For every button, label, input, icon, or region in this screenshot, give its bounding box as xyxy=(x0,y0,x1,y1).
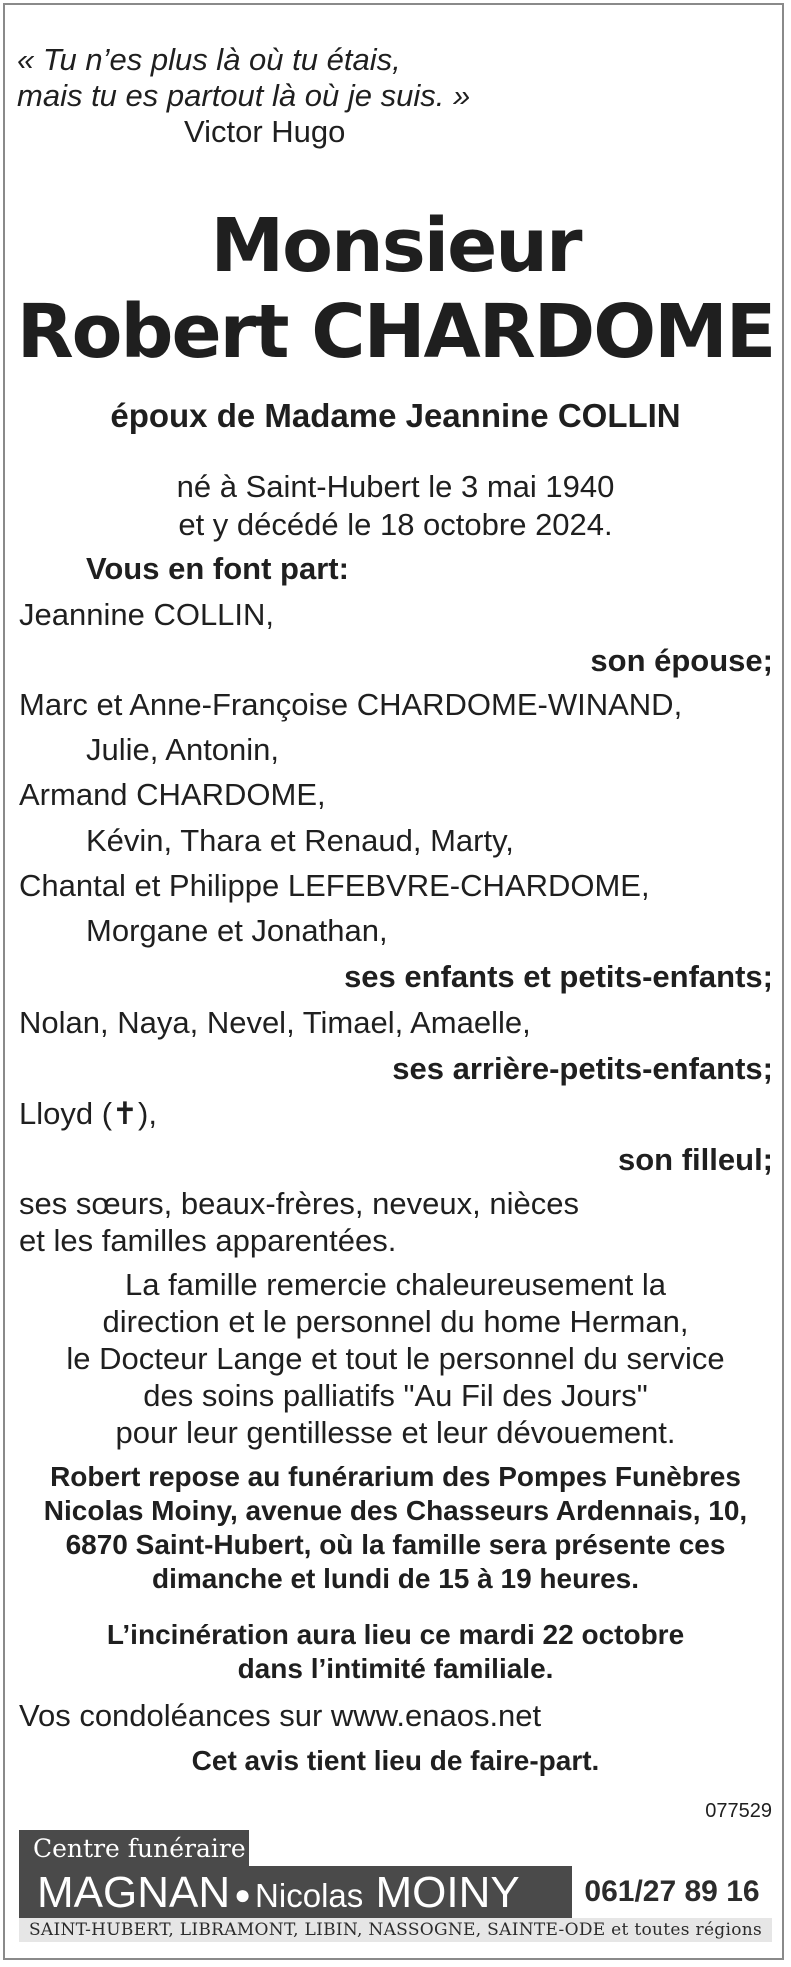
phone-number: 061/27 89 16 xyxy=(572,1866,772,1918)
deceased-title: Monsieur xyxy=(210,203,581,289)
family-line: Lloyd (✝), xyxy=(19,1096,157,1131)
family-line: ses sœurs, beaux-frères, neveux, nièces xyxy=(19,1186,579,1221)
family-role: ses arrière-petits-enfants; xyxy=(392,1051,773,1086)
repose-line: 6870 Saint-Hubert, où la famille sera présente ces xyxy=(65,1529,726,1560)
thanks-paragraph xyxy=(0,1266,791,1451)
family-role: son filleul; xyxy=(618,1142,773,1177)
family-line: Jeannine COLLIN, xyxy=(19,597,275,632)
thanks-line: La famille remercie chaleureusement la xyxy=(124,1267,667,1302)
brand-name-left: MAGNAN xyxy=(37,1868,231,1917)
family-role: son épouse; xyxy=(590,643,773,678)
funeral-home-banner xyxy=(19,1830,772,1942)
brand-name-right: MOINY xyxy=(375,1868,520,1917)
birth-line: né à Saint-Hubert le 3 mai 1940 xyxy=(176,469,615,504)
repose-line: Robert repose au funérarium des Pompes Funèbres xyxy=(50,1461,741,1492)
family-line: et les familles apparentées. xyxy=(19,1223,397,1258)
repose-paragraph xyxy=(0,1460,791,1596)
bullet-icon: ● xyxy=(234,1879,252,1911)
spouse-line: époux de Madame Jeannine COLLIN xyxy=(110,397,681,434)
family-line: Nolan, Naya, Nevel, Timael, Amaelle, xyxy=(19,1005,531,1040)
announce-heading: Vous en font part: xyxy=(86,551,349,586)
family-line: Marc et Anne-Françoise CHARDOME-WINAND, xyxy=(19,687,683,722)
banner-main xyxy=(19,1866,772,1918)
cremation-line: dans l’intimité familiale. xyxy=(237,1653,554,1684)
birth-death-info xyxy=(0,468,791,544)
locations-line: SAINT-HUBERT, LIBRAMONT, LIBIN, NASSOGNE, SAINTE-ODE et toutes régions xyxy=(19,1918,772,1942)
banner-top xyxy=(19,1830,772,1866)
family-line: Kévin, Thara et Renaud, Marty, xyxy=(86,823,514,858)
brand-logo xyxy=(37,1866,520,1923)
family-line: Morgane et Jonathan, xyxy=(86,913,388,948)
thanks-line: des soins palliatifs "Au Fil des Jours" xyxy=(143,1378,648,1413)
death-line: et y décédé le 18 octobre 2024. xyxy=(178,507,613,542)
cremation-line: L’incinération aura lieu ce mardi 22 octobre xyxy=(106,1619,685,1650)
quote-line: « Tu n’es plus là où tu étais, xyxy=(17,42,401,77)
repose-line: Nicolas Moiny, avenue des Chasseurs Ardennais, 10, xyxy=(43,1495,748,1526)
notice-line: Cet avis tient lieu de faire-part. xyxy=(191,1745,600,1776)
reference-number: 077529 xyxy=(705,1800,772,1822)
banner-tag: Centre funéraire xyxy=(19,1830,249,1866)
family-line: Julie, Antonin, xyxy=(86,732,280,767)
condolences-line: Vos condoléances sur www.enaos.net xyxy=(19,1698,542,1733)
quote-author: Victor Hugo xyxy=(184,114,346,149)
quote-line: mais tu es partout là où je suis. » xyxy=(17,78,471,113)
thanks-line: pour leur gentillesse et leur dévouement. xyxy=(115,1415,676,1450)
family-line: Chantal et Philippe LEFEBVRE-CHARDOME, xyxy=(19,868,650,903)
repose-line: dimanche et lundi de 15 à 19 heures. xyxy=(151,1563,640,1594)
cremation-paragraph xyxy=(0,1618,791,1686)
family-role: ses enfants et petits-enfants; xyxy=(344,959,773,994)
brand-name-mid: Nicolas xyxy=(255,1877,364,1914)
thanks-line: le Docteur Lange et tout le personnel du service xyxy=(66,1341,725,1376)
family-line: Armand CHARDOME, xyxy=(19,777,326,812)
deceased-name: Robert CHARDOME xyxy=(16,289,775,375)
epigraph-quote xyxy=(17,42,470,114)
thanks-line: direction et le personnel du home Herman, xyxy=(102,1304,689,1339)
